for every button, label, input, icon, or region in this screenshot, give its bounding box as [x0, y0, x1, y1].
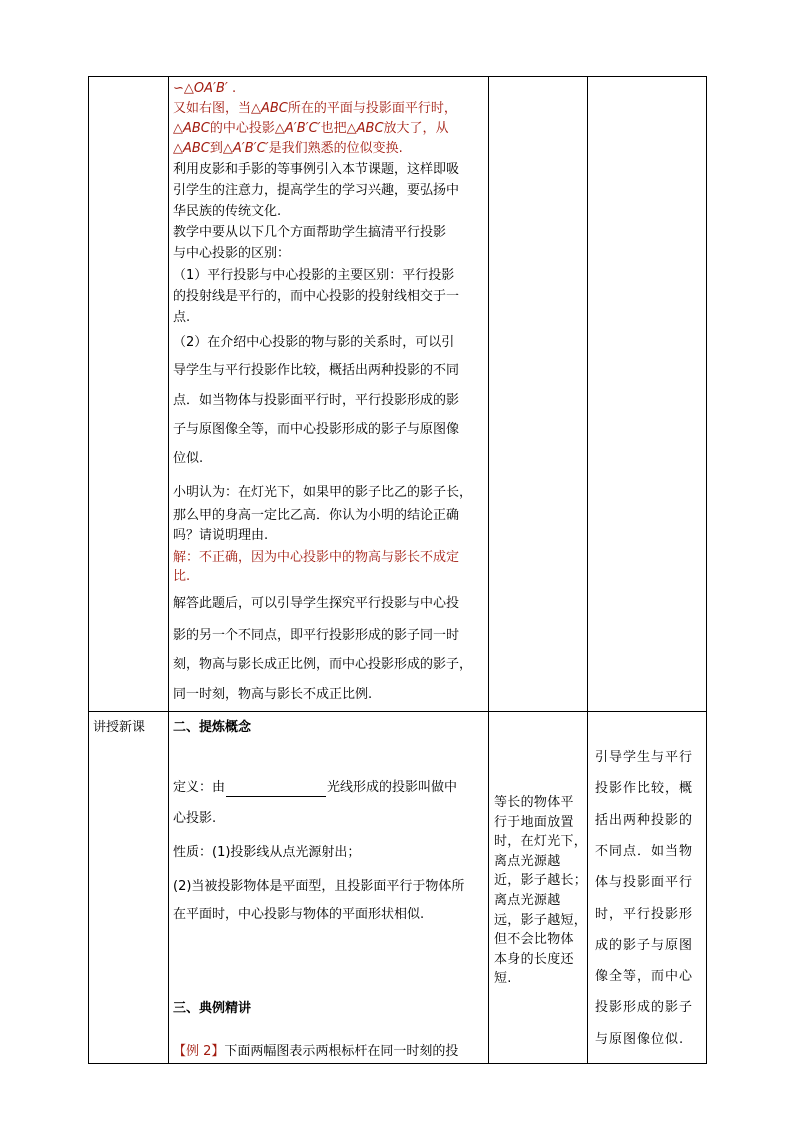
upper-text-segment: ABC [183, 121, 210, 136]
heading-concepts: 二、提炼概念 [173, 720, 252, 735]
upper-text-segment: 教学中要从以下几个方面帮助学生搞清平行投影 [173, 225, 447, 240]
example-tag: 【例 2】 [173, 1044, 225, 1059]
upper-text-line [173, 484, 472, 502]
border-bottom [88, 1063, 707, 1064]
upper-text-segment: 是我们熟悉的位似变换. [268, 141, 403, 156]
upper-text-line [173, 140, 403, 158]
upper-text-line [173, 309, 190, 327]
section-label: 讲授新课 [93, 720, 146, 735]
upper-text-segment: . [227, 81, 237, 96]
col4-text-line: 投影作比较，概 [595, 781, 694, 797]
upper-text-segment: 位似. [173, 451, 204, 466]
example-text: 下面两幅图表示两根标杆在同一时刻的投 [224, 1044, 459, 1059]
upper-text-segment: 所在的平面与投影面平行时， [287, 101, 457, 116]
upper-text-segment: 导学生与平行投影作比较，概括出两种投影的不同 [173, 363, 460, 378]
upper-text-line [173, 362, 459, 380]
upper-text-segment: 与中心投影的区别： [173, 246, 291, 261]
upper-text-segment: ∽△ [173, 81, 194, 96]
upper-text-segment: 同一时刻，物高与影长不成正比例. [173, 687, 373, 702]
upper-text-line [173, 288, 459, 306]
upper-text-segment: 放大了，从 [383, 121, 449, 136]
border-col1 [168, 76, 169, 1064]
property-2b: 在平面时，中心投影与物体的平面形状相似. [173, 907, 425, 922]
border-right [706, 76, 707, 1064]
upper-text-line [173, 245, 290, 263]
upper-text-segment: 解：不正确，因为中心投影中的物高与影长不成定 [173, 550, 460, 565]
upper-text-line [173, 182, 459, 200]
upper-text-segment: 的投射线是平行的，而中心投影的投射线相交于一 [173, 289, 460, 304]
upper-text-line [173, 595, 459, 613]
upper-text-line [173, 507, 459, 525]
upper-text-segment: 子与原图像全等，而中心投影形成的影子与原图像 [173, 422, 460, 437]
col3-text-line: 行于地面放置 [494, 814, 574, 830]
upper-text-line [173, 686, 372, 704]
upper-text-line [173, 100, 457, 118]
border-left [88, 76, 89, 1064]
border-col3 [587, 76, 588, 1064]
example-line [173, 1043, 458, 1061]
upper-text-line [173, 568, 190, 586]
upper-text-segment: 点. [173, 310, 191, 325]
col4-text-line: 与原图像位似. [595, 1031, 685, 1047]
upper-text-segment: （2）在介绍中心投影的物与影的关系时，可以引 [173, 335, 455, 350]
upper-text-segment: A′B′C′ [232, 141, 269, 156]
col3-text-line: 等长的物体平 [494, 795, 574, 810]
upper-text-line [173, 392, 459, 410]
col4-text-line: 投影形成的影子 [595, 1000, 694, 1016]
upper-text-line [173, 450, 203, 468]
upper-text-segment: 吗？请说明理由. [173, 528, 269, 543]
col4-text-line: 体与投影面平行 [595, 875, 694, 891]
upper-text-segment: 到△ [209, 141, 233, 156]
definition-prefix: 定义：由 [173, 780, 226, 795]
col4-text-line: 时，平行投影形 [595, 906, 694, 922]
definition-line-2: 心投影. [173, 811, 217, 826]
upper-text-line [173, 527, 268, 545]
upper-text-line [173, 627, 459, 645]
col4-text-line: 像全等，而中心 [595, 969, 694, 985]
upper-text-segment: 解答此题后，可以引导学生探究平行投影与中心投 [173, 596, 460, 611]
upper-text-line [173, 334, 454, 352]
upper-text-segment: ABC [356, 121, 384, 136]
upper-text-segment: 也把△ [320, 121, 357, 136]
upper-text-segment: 的中心投影△ [209, 121, 285, 136]
col3-text-line: 本身的长度还 [494, 951, 574, 967]
definition-suffix: 光线形成的投影叫做中 [327, 780, 458, 795]
upper-text-segment: 华民族的传统文化. [173, 204, 282, 219]
upper-text-line [173, 656, 472, 674]
upper-text-line [173, 80, 236, 98]
col3-text-line: 离点光源越 [494, 893, 561, 908]
col3-text-line: 时，在灯光下， [494, 834, 588, 850]
upper-text-segment: 又如右图，当△ [173, 101, 261, 116]
upper-text-segment: ABC [183, 141, 210, 156]
col4-text-line: 成的影子与原图 [595, 937, 694, 953]
col3-text-line: 远，影子越短， [494, 912, 588, 928]
upper-text-line [173, 203, 281, 221]
upper-text-line [173, 161, 459, 179]
definition-line [173, 779, 457, 797]
row-divider [88, 711, 707, 712]
property-2a: (2)当被投影物体是平面型，且投影面平行于物体所 [173, 879, 465, 894]
upper-text-line [173, 267, 454, 285]
upper-text-line [173, 549, 459, 567]
upper-text-segment: 那么甲的身高一定比乙高．你认为小明的结论正确 [173, 508, 460, 523]
upper-text-segment: OA′B′ [193, 81, 228, 96]
fill-in-blank[interactable] [226, 782, 326, 797]
border-col2 [488, 76, 489, 1064]
col3-text-line: 短. [494, 971, 512, 987]
upper-text-segment: △ [173, 141, 183, 156]
col4-text-line: 括出两种投影的 [595, 812, 694, 828]
upper-text-segment: （1）平行投影与中心投影的主要区别：平行投影 [173, 268, 455, 283]
col3-text-line: 但不会比物体 [494, 932, 574, 948]
upper-text-segment: A′B′C′ [284, 121, 321, 136]
upper-text-segment: 小明认为：在灯光下，如果甲的影子比乙的影子长， [173, 485, 473, 500]
upper-text-line [173, 224, 446, 242]
col3-text-line: 近，影子越长； [494, 873, 588, 889]
heading-examples: 三、典例精讲 [173, 1001, 252, 1016]
property-1: 性质：(1)投影线从点光源射出； [173, 845, 361, 860]
upper-text-segment: 刻，物高与影长成正比例，而中心投影形成的影子， [173, 657, 473, 672]
upper-text-segment: 影的另一个不同点，即平行投影形成的影子同一时 [173, 628, 460, 643]
upper-text-segment: 比. [173, 569, 191, 584]
upper-text-segment: 点．如当物体与投影面平行时，平行投影形成的影 [173, 393, 460, 408]
upper-text-line [173, 120, 449, 138]
col4-text-line: 不同点．如当物 [595, 843, 694, 859]
upper-text-segment: ABC [261, 101, 288, 116]
upper-text-line [173, 421, 459, 439]
col4-text-line: 引导学生与平行 [595, 750, 694, 765]
border-top [88, 76, 707, 77]
col3-text-line: 离点光源越 [494, 853, 561, 869]
upper-text-segment: 利用皮影和手影的等事例引入本节课题，这样即吸 [173, 162, 460, 177]
upper-text-segment: △ [173, 121, 183, 136]
upper-text-segment: 引学生的注意力，提高学生的学习兴趣，要弘扬中 [173, 183, 460, 198]
